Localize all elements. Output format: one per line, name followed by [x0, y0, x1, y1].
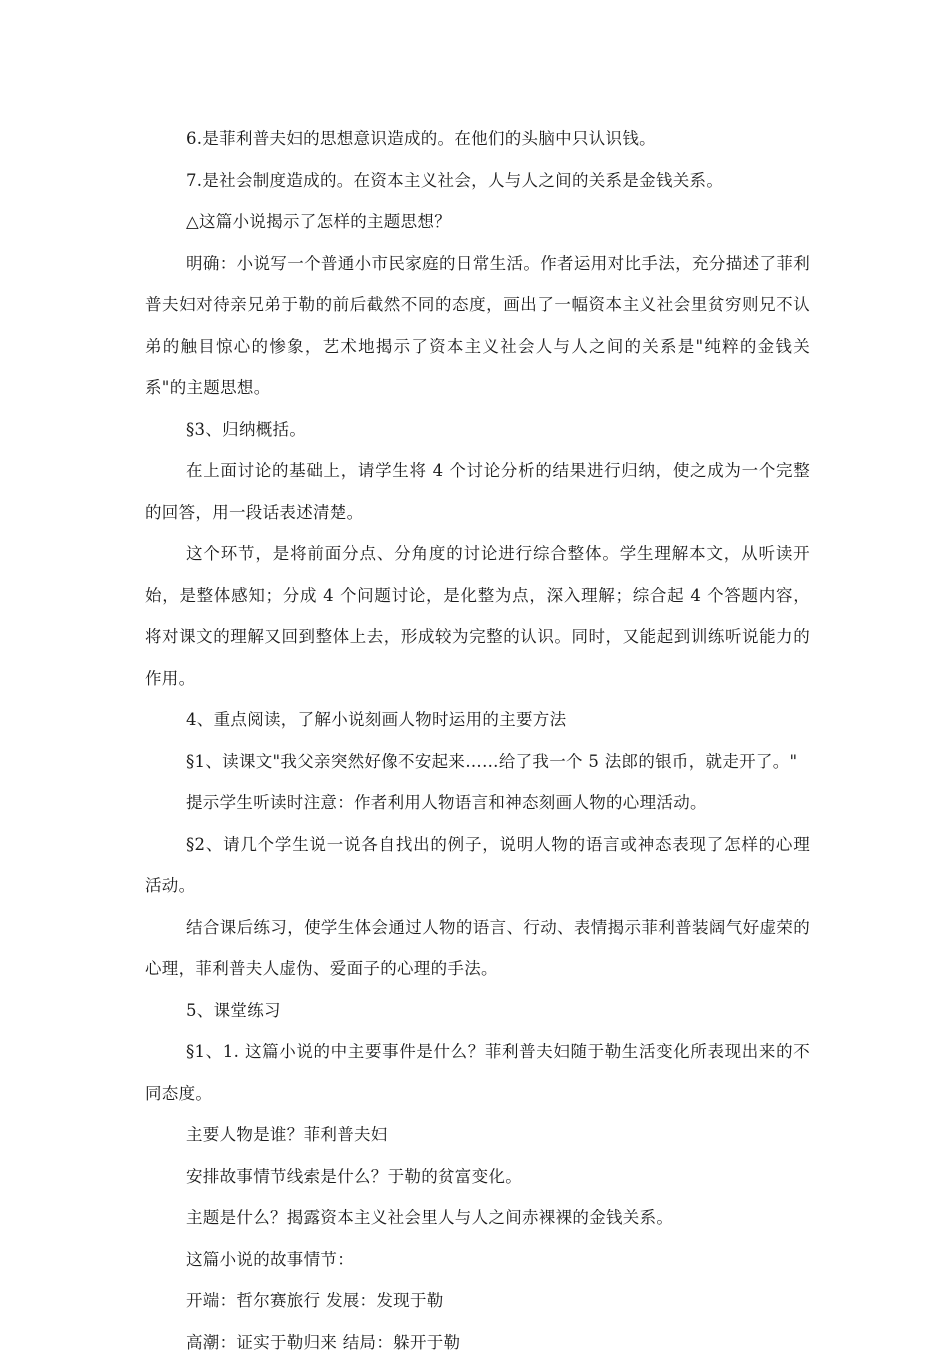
paragraph-summary-instruction: 在上面讨论的基础上，请学生将 4 个讨论分析的结果进行归纳，使之成为一个完整的回答，用一段话表述清楚。 [145, 450, 810, 533]
document-body [145, 118, 810, 1363]
paragraph-point-6: 6.是菲利普夫妇的思想意识造成的。在他们的头脑中只认识钱。 [145, 118, 810, 160]
paragraph-listening-tip: 提示学生听读时注意：作者利用人物语言和神态刻画人物的心理活动。 [145, 782, 810, 824]
paragraph-plot-clue: 安排故事情节线索是什么？于勒的贫富变化。 [145, 1156, 810, 1198]
section-heading-summary: §3、归纳概括。 [145, 409, 810, 451]
section-heading-practice: 5、课堂练习 [145, 990, 810, 1032]
paragraph-practice-question: §1、1. 这篇小说的中主要事件是什么？菲利普夫妇随于勒生活变化所表现出来的不同态度。 [145, 1031, 810, 1114]
paragraph-student-examples: §2、请几个学生说一说各自找出的例子，说明人物的语言或神态表现了怎样的心理活动。 [145, 824, 810, 907]
paragraph-plot-heading: 这篇小说的故事情节： [145, 1239, 810, 1281]
question-theme: △这篇小说揭示了怎样的主题思想？ [145, 201, 810, 243]
paragraph-summary-explanation: 这个环节，是将前面分点、分角度的讨论进行综合整体。学生理解本文，从听读开始，是整体感知；分成 4 个问题讨论，是化整为点，深入理解；综合起 4 个答题内容，将对课文的理解又回到整体上去，形成较为完整的认识。同时，又能起到训练听说能力的作用。 [145, 533, 810, 699]
paragraph-exercise-link: 结合课后练习，使学生体会通过人物的语言、行动、表情揭示菲利普装阔气好虚荣的心理，菲利普夫人虚伪、爱面子的心理的手法。 [145, 907, 810, 990]
paragraph-main-characters: 主要人物是谁？菲利普夫妇 [145, 1114, 810, 1156]
paragraph-read-text: §1、读课文"我父亲突然好像不安起来……给了我一个 5 法郎的银币，就走开了。" [145, 741, 810, 783]
paragraph-plot-climax: 高潮：证实于勒归来 结局：躲开于勒 [145, 1322, 810, 1363]
section-heading-key-reading: 4、重点阅读，了解小说刻画人物时运用的主要方法 [145, 699, 810, 741]
paragraph-point-7: 7.是社会制度造成的。在资本主义社会，人与人之间的关系是金钱关系。 [145, 160, 810, 202]
paragraph-theme-answer: 明确：小说写一个普通小市民家庭的日常生活。作者运用对比手法，充分描述了菲利普夫妇对待亲兄弟于勒的前后截然不同的态度，画出了一幅资本主义社会里贫穷则兄不认弟的触目惊心的惨象，艺术地揭示了资本主义社会人与人之间的关系是"纯粹的金钱关系"的主题思想。 [145, 243, 810, 409]
paragraph-theme-summary: 主题是什么？揭露资本主义社会里人与人之间赤裸裸的金钱关系。 [145, 1197, 810, 1239]
paragraph-plot-beginning: 开端：哲尔赛旅行 发展：发现于勒 [145, 1280, 810, 1322]
